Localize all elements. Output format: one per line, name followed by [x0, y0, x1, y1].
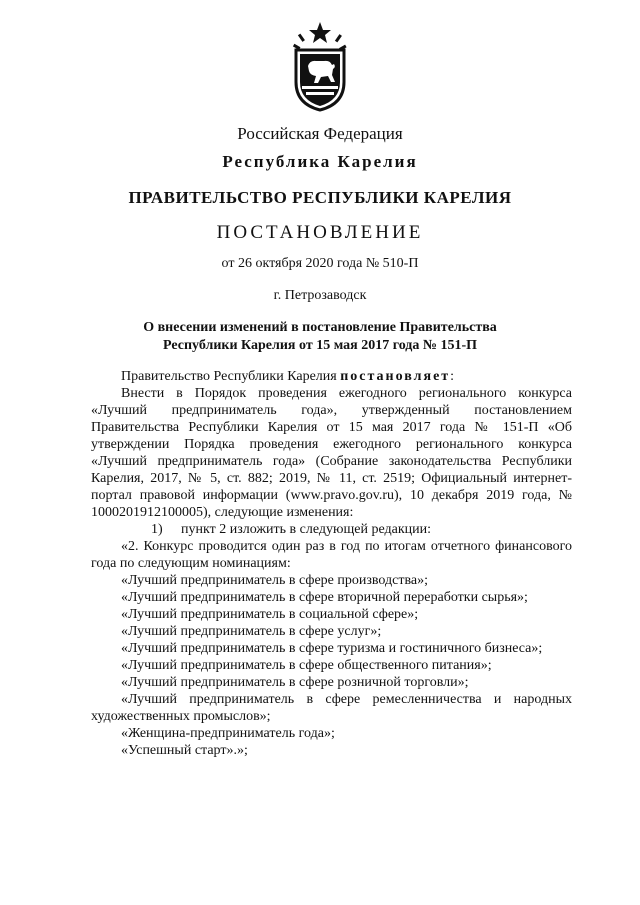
republic-line: Республика Карелия: [222, 152, 418, 171]
nomination-item: «Лучший предприниматель в сфере туризма и гостиничного бизнеса»;: [121, 641, 543, 656]
nomination-item: «Женщина-предприниматель года»;: [121, 726, 335, 741]
document-type-heading: ПОСТАНОВЛЕНИЕ: [216, 222, 424, 243]
nomination-item: «Лучший предприниматель в сфере производства»;: [121, 573, 428, 588]
quote-intro: «2. Конкурс проводится один раз в год по итогам отчетного финансового года по следующим номинациям:: [91, 539, 572, 571]
nomination-item: «Лучший предприниматель в сфере розничной торговли»;: [121, 675, 469, 690]
intro-prefix: Правительство Республики Карелия: [121, 369, 337, 384]
federation-line: Российская Федерация: [237, 124, 403, 143]
intro-paragraph: [91, 368, 572, 385]
list-item-text: пункт 2 изложить в следующей редакции:: [181, 522, 431, 537]
list-item-number: 1): [151, 522, 163, 537]
nomination-item: «Лучший предприниматель в сфере вторичной переработки сырья»;: [121, 590, 528, 605]
list-item-1: [91, 521, 572, 538]
document-city: г. Петрозаводск: [273, 288, 367, 303]
document-body: [91, 368, 572, 759]
government-heading: ПРАВИТЕЛЬСТВО РЕСПУБЛИКИ КАРЕЛИЯ: [128, 188, 512, 207]
document-date-number: от 26 октября 2020 года № 510-П: [221, 256, 419, 271]
nomination-item: «Лучший предприниматель в сфере услуг»;: [121, 624, 382, 639]
amendment-paragraph: Внести в Порядок проведения ежегодного регионального конкурса «Лучший предприниматель года», утвержденный постановлением Правительства Республики Карелия от 15 мая 2017 года № 151-П «Об утверждении Порядка проведения ежегодного регионального конкурса «Лучший предприниматель года» (Собрание законодательства Республики Карелия, 2017, № 5, ст. 882; 2019, № 11, ст. 2519; Официальный интернет-портал правовой информации (www.pravo.gov.ru), 10 декабря 2019 года, № 1000201912100005), следующие изменения:: [91, 386, 572, 520]
karelia-coat-of-arms-icon: [288, 20, 352, 112]
nomination-item: «Лучший предприниматель в сфере общественного питания»;: [121, 658, 492, 673]
nomination-item: «Лучший предприниматель в социальной сфере»;: [121, 607, 419, 622]
nomination-item: «Успешный старт».»;: [121, 743, 248, 758]
intro-spaced-word: постановляет: [340, 369, 451, 384]
document-title-line-2: Республики Карелия от 15 мая 2017 года № 151-П: [162, 338, 478, 353]
nomination-item: «Лучший предприниматель в сфере ремесленничества и народных художественных промыслов»;: [91, 692, 572, 724]
document-title-line-1: О внесении изменений в постановление Правительства: [143, 320, 497, 335]
intro-suffix: :: [450, 369, 455, 384]
